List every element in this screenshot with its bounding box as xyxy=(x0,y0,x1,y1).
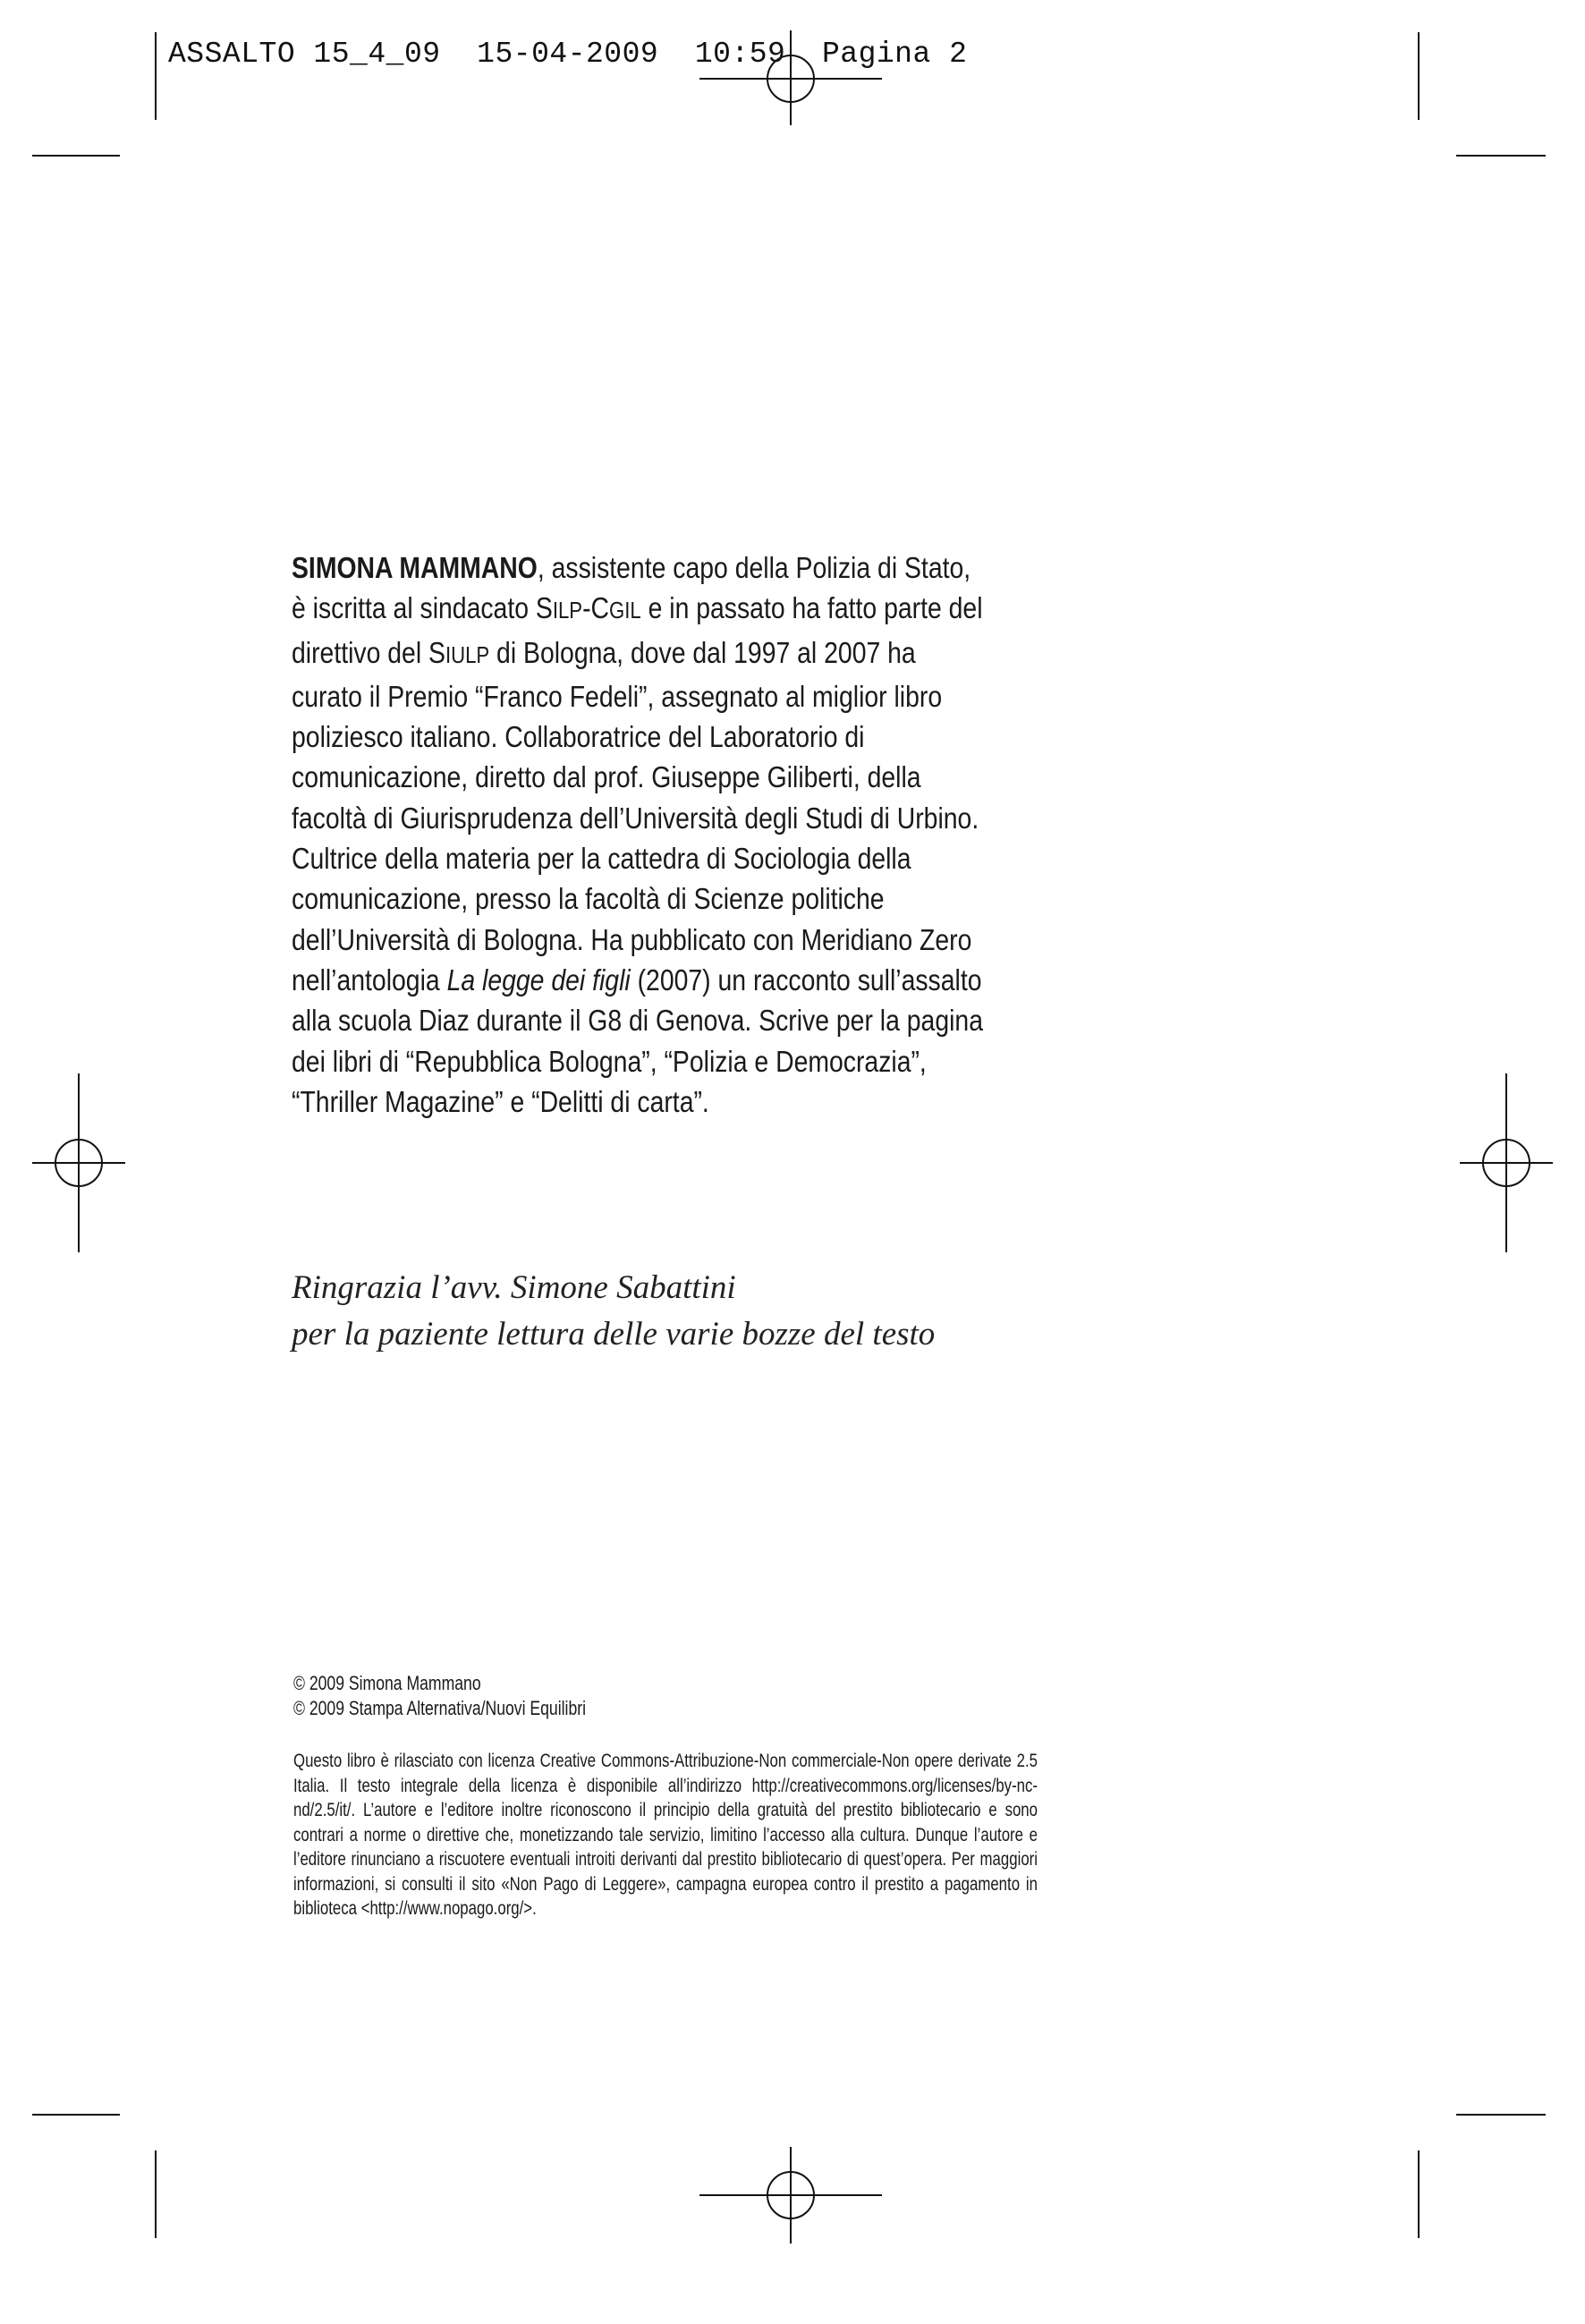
license-notice: Questo libro è rilasciato con licenza Creative Commons-Attribuzione-Non commerciale-Non opere derivate 2.5 Italia. Il testo integrale della licenza è disponibile all’indirizzo http://creativecommons.org/licenses/by-nc-nd/2.5/it/. L’autore e l’editore inoltre riconoscono il principio della gratuità del prestito bibliotecario e sono contrari a norme o direttive che, monetizzando tale servizio, limitino l’accesso alla cultura. Dunque l’autore e l’editore rinunciano a riscuotere eventuali introiti derivanti dal prestito bibliotecario di quest’opera. Per maggiori informazioni, si consulti il sito «Non Pago di Leggere», campagna europea contro il prestito a pagamento in biblioteca <http://www.nopago.org/>. xyxy=(293,1751,1038,1919)
registration-target-top xyxy=(699,30,882,125)
bio-text: e in passato ha fatto parte del direttivo del xyxy=(292,591,983,669)
copyright-block xyxy=(293,1671,1023,1721)
acknowledgement-line-1: Ringrazia l’avv. Simone Sabattini xyxy=(292,1269,736,1306)
cgil-smallcaps: GIL xyxy=(609,598,641,624)
registration-target-bottom xyxy=(699,2147,882,2243)
bio-text: (2007) un racconto sull’assalto alla scuola Diaz durante il G8 di Genova. Scrive per la pagina dei libri di “Repubblica Bologna”, “Polizia e Democrazia”, “Thriller Magazine” e “Delitti di carta”. xyxy=(292,963,984,1118)
silp-initial: S xyxy=(535,591,553,625)
author-name: SIMONA MAMMANO xyxy=(292,551,538,584)
copyright-author: © 2009 Simona Mammano xyxy=(293,1672,481,1694)
siulp-smallcaps: IULP xyxy=(445,642,490,668)
bio-text: di Bologna, dove dal 1997 al 2007 ha curato il Premio “Franco Fedeli”, assegnato al miglior libro poliziesco italiano. Collaboratrice del Laboratorio di comunicazione, diretto dal prof. Giuseppe Giliberti, della facoltà di Giurisprudenza dell’Università degli Studi di Urbino. Cultrice della materia per la cattedra di Sociologia della comunicazione, presso la facoltà di Scienze politiche dell’Università di Bologna. Ha pubblicato con Meridiano Zero nell’antologia xyxy=(292,635,979,997)
bio-text: , assistente capo della Polizia di Stato, è iscritta al sindacato xyxy=(292,551,971,625)
slug-time: 10:59 xyxy=(694,38,786,71)
silp-cgil-dash: - xyxy=(582,591,591,625)
author-bio xyxy=(292,547,984,1122)
silp-smallcaps: ILP xyxy=(552,598,583,624)
book-title: La legge dei figli xyxy=(446,963,631,997)
slug-page: Pagina 2 xyxy=(821,38,968,71)
slug-date: 15-04-2009 xyxy=(477,38,659,71)
cgil-initial: C xyxy=(590,591,610,625)
siulp-initial: S xyxy=(428,635,445,669)
acknowledgement-line-2: per la paziente lettura delle varie bozze del testo xyxy=(292,1316,936,1353)
copyright-publisher: © 2009 Stampa Alternativa/Nuovi Equilibri xyxy=(293,1697,587,1719)
acknowledgement xyxy=(292,1265,1186,1358)
author-bio-paragraph xyxy=(292,547,984,1122)
registration-target-right xyxy=(1460,1073,1553,1252)
slug-file: ASSALTO 15_4_09 xyxy=(168,38,441,71)
registration-target-left xyxy=(32,1073,125,1252)
